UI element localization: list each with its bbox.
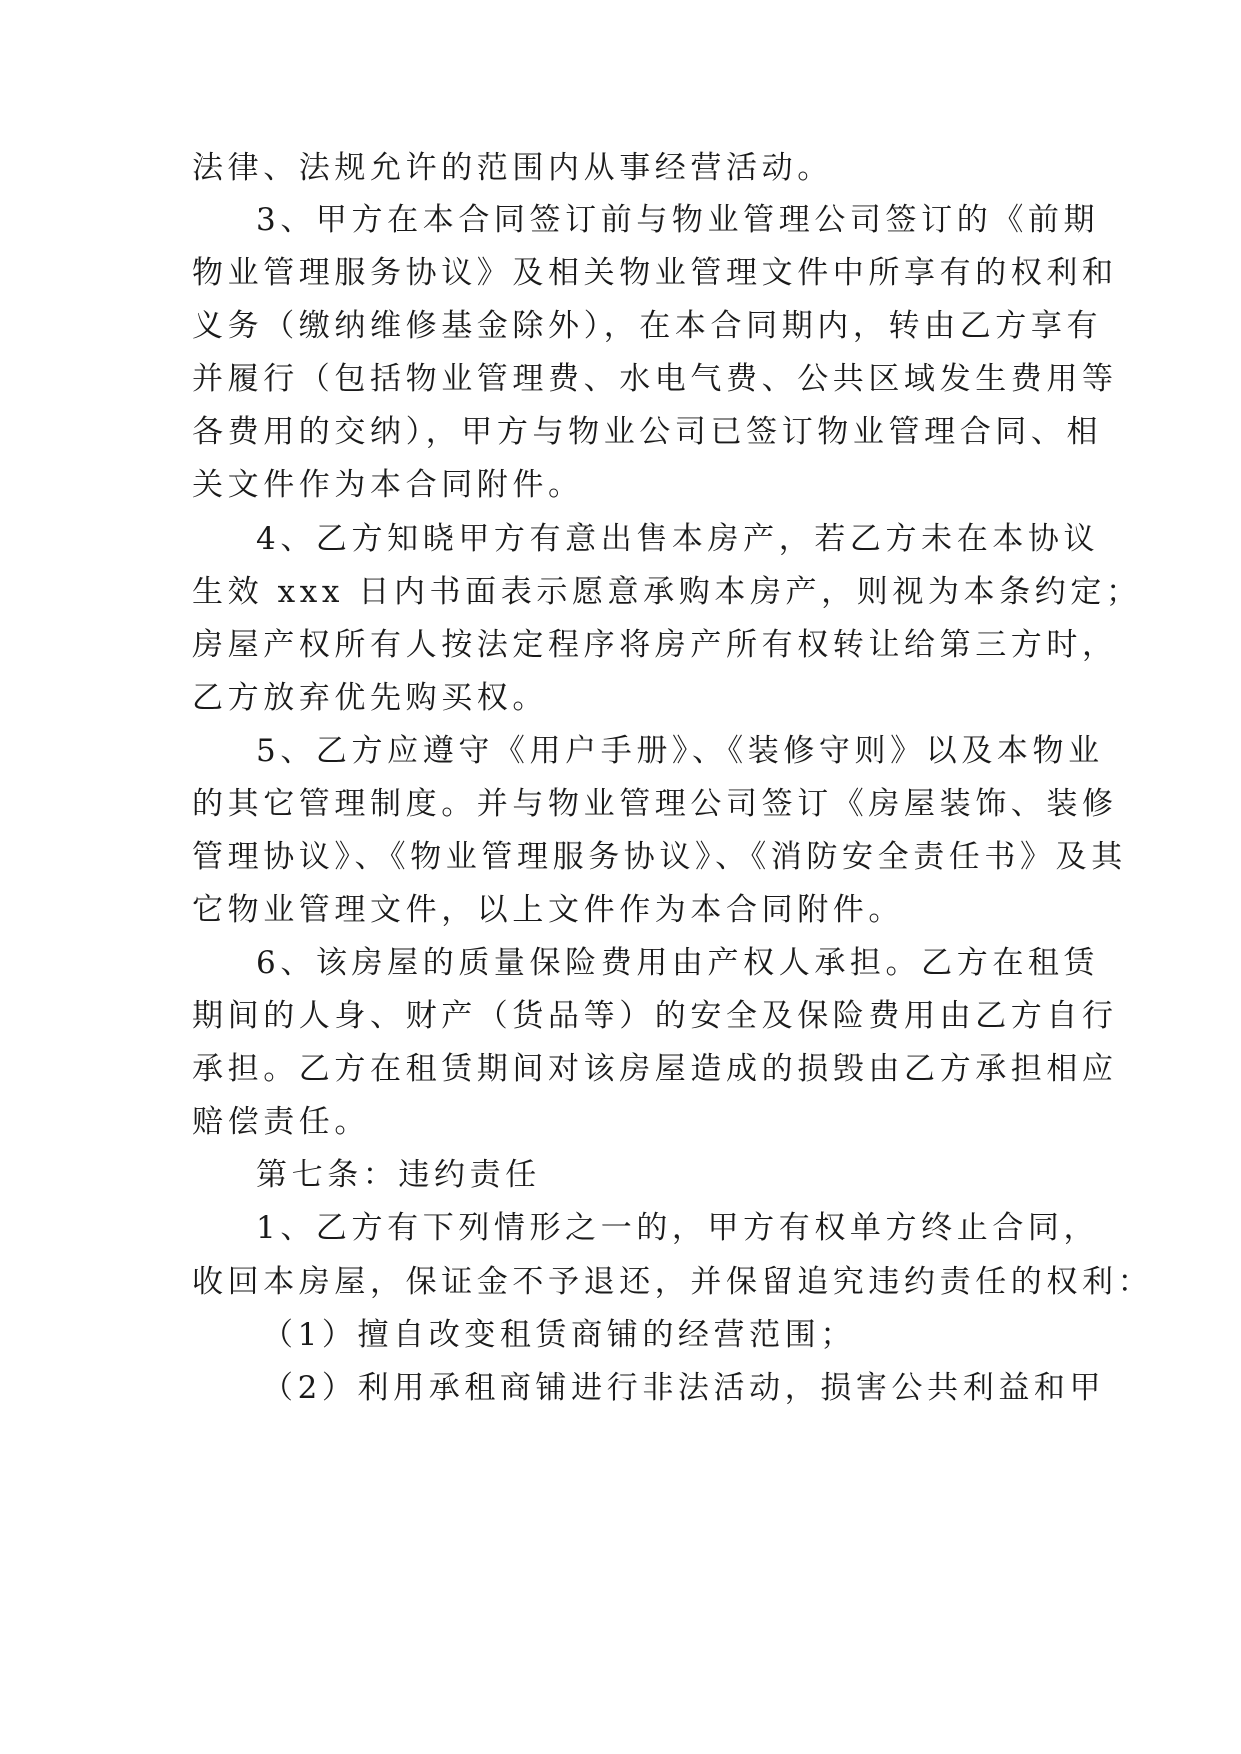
text-line: 期间的人身、财产（货品等）的安全及保险费用由乙方自行 <box>192 998 1118 1034</box>
text-line: 承担。乙方在租赁期间对该房屋造成的损毁由乙方承担相应 <box>192 1051 1118 1087</box>
sub-item-2: （2）利用承租商铺进行非法活动，损害公共利益和甲 <box>262 1370 1106 1406</box>
text-line: 并履行（包括物业管理费、水电气费、公共区域发生费用等 <box>192 361 1118 397</box>
sub-item-1: （1）擅自改变租赁商铺的经营范围； <box>262 1317 856 1353</box>
text-line: 收回本房屋，保证金不予退还，并保留追究违约责任的权利： <box>192 1264 1154 1300</box>
text-line: 关文件作为本合同附件。 <box>192 467 584 503</box>
text-line: 义务（缴纳维修基金除外），在本合同期内，转由乙方享有 <box>192 308 1103 344</box>
text-line: 管理协议》、《物业管理服务协议》、《消防安全责任书》及其 <box>192 839 1127 875</box>
clause-3-start: 3、甲方在本合同签订前与物业管理公司签订的《前期 <box>256 202 1100 238</box>
text-line: 赔偿责任。 <box>192 1104 370 1140</box>
section-heading-article-7: 第七条：违约责任 <box>256 1157 541 1193</box>
text-line: 的其它管理制度。并与物业管理公司签订《房屋装饰、装修 <box>192 786 1118 822</box>
clause-4-start: 4、乙方知晓甲方有意出售本房产，若乙方未在本协议 <box>256 521 1100 557</box>
text-line: 生效 xxx 日内书面表示愿意承购本房产，则视为本条约定； <box>192 574 1142 610</box>
text-line: 它物业管理文件，以上文件作为本合同附件。 <box>192 892 904 928</box>
text-line: 房屋产权所有人按法定程序将房产所有权转让给第三方时， <box>192 627 1118 663</box>
clause-6-start: 6、该房屋的质量保险费用由产权人承担。乙方在租赁 <box>256 945 1100 981</box>
clause-7-1-start: 1、乙方有下列情形之一的，甲方有权单方终止合同， <box>256 1210 1100 1246</box>
text-line: 法律、法规允许的范围内从事经营活动。 <box>192 150 833 186</box>
text-line: 各费用的交纳），甲方与物业公司已签订物业管理合同、相 <box>192 414 1103 450</box>
text-line: 乙方放弃优先购买权。 <box>192 680 548 716</box>
clause-5-start: 5、乙方应遵守《用户手册》、《装修守则》以及本物业 <box>256 733 1104 769</box>
text-line: 物业管理服务协议》及相关物业管理文件中所享有的权利和 <box>192 255 1118 291</box>
